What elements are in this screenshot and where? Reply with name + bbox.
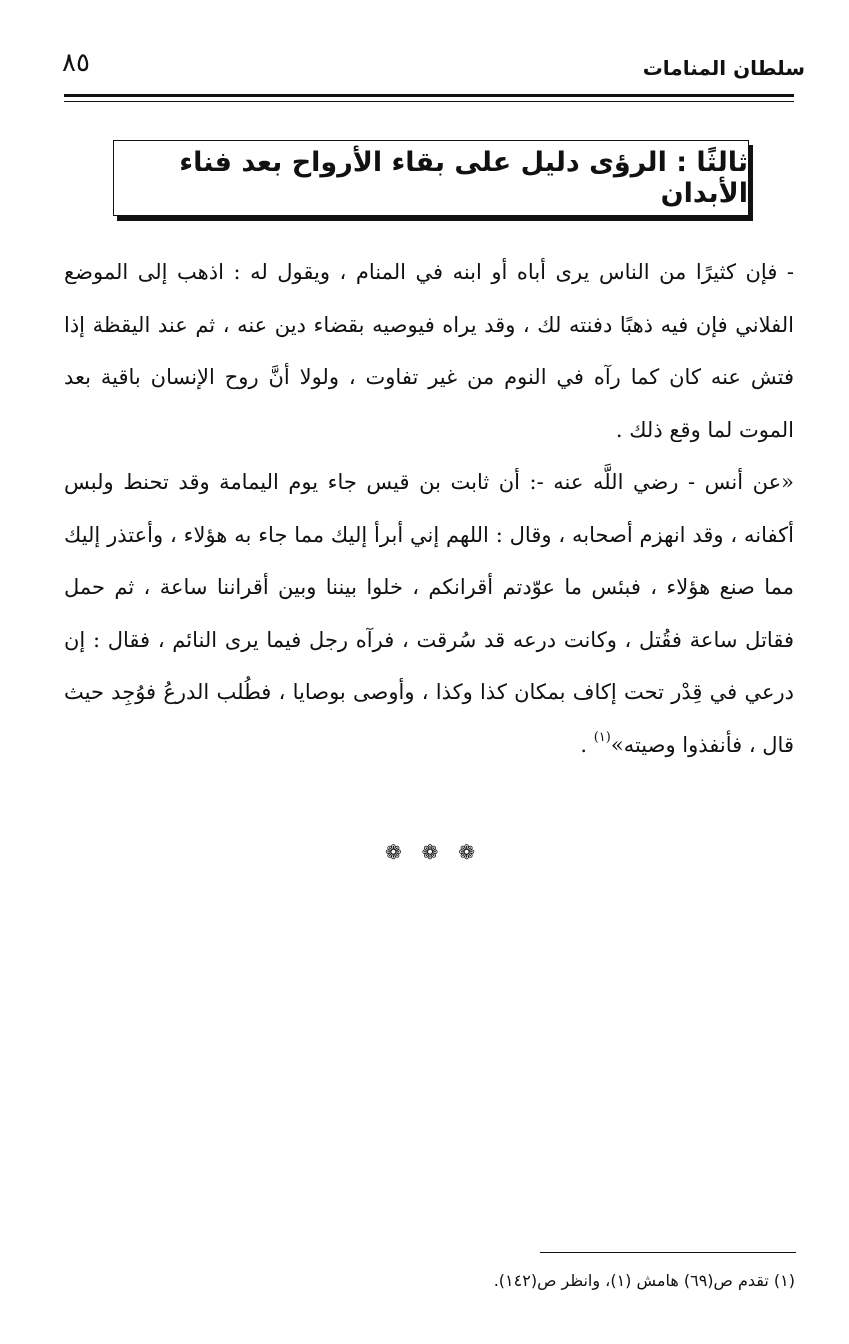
section-title: ثالثًا : الرؤى دليل على بقاء الأرواح بعد فناء الأبدان (179, 147, 748, 209)
body-text (64, 246, 794, 771)
ornament-icon: ❁ (385, 840, 402, 864)
page-number: ٨٥ (62, 48, 90, 78)
ornament-icon: ❁ (421, 840, 439, 864)
section-title-box (113, 140, 749, 216)
closing-period: . (580, 732, 588, 757)
footnote: (١) تقدم ص(٦٩) هامش (١)، وانظر ص(١٤٢). (493, 1271, 795, 1290)
running-title: سلطان المنامات (642, 56, 805, 80)
paragraph-1: - فإن كثيرًا من الناس يرى أباه أو ابنه في المنام ، ويقول له : اذهب إلى الموضع الفلاني فإن فيه ذهبًا دفنته لك ، وقد يراه فيوصيه بقضاء دين عنه ، ثم عند اليقظة إذا فتش عنه كان كما رآه في النوم من غير تفاوت ، ولولا أنَّ روح الإنسان باقية بعد الموت لما وقع ذلك . (64, 260, 794, 442)
header-rule-thin (64, 101, 794, 102)
header-rule-thick (64, 94, 794, 97)
footnote-marker: (١) (593, 729, 611, 745)
paragraph-2 (64, 456, 794, 771)
hadith-text: «عن أنس - رضي اللَّه عنه -: أن ثابت بن قيس جاء يوم اليمامة وقد تحنط ولبس أكفانه ، وقد انهزم أصحابه ، وقال : اللهم إني أبرأ إليك مما جاء به هؤلاء ، وأعتذر إليك مما صنع هؤلاء ، فبئس ما عوّدتم أقرانكم ، خلوا بيننا وبين أقراننا ساعة ، ثم حمل فقاتل ساعة فقُتل ، وكانت درعه قد سُرقت ، فرآه رجل فيما يرى النائم ، فقال : إن درعي في قِدْر تحت إكاف بمكان كذا وكذا ، وأوصى بوصايا ، فطُلب الدرعُ فوُجِد حيث قال ، فأنفذوا وصيته» (64, 470, 794, 757)
footnote-rule (540, 1252, 796, 1253)
ornament-icon: ❁ (458, 840, 475, 864)
section-divider (385, 842, 475, 862)
